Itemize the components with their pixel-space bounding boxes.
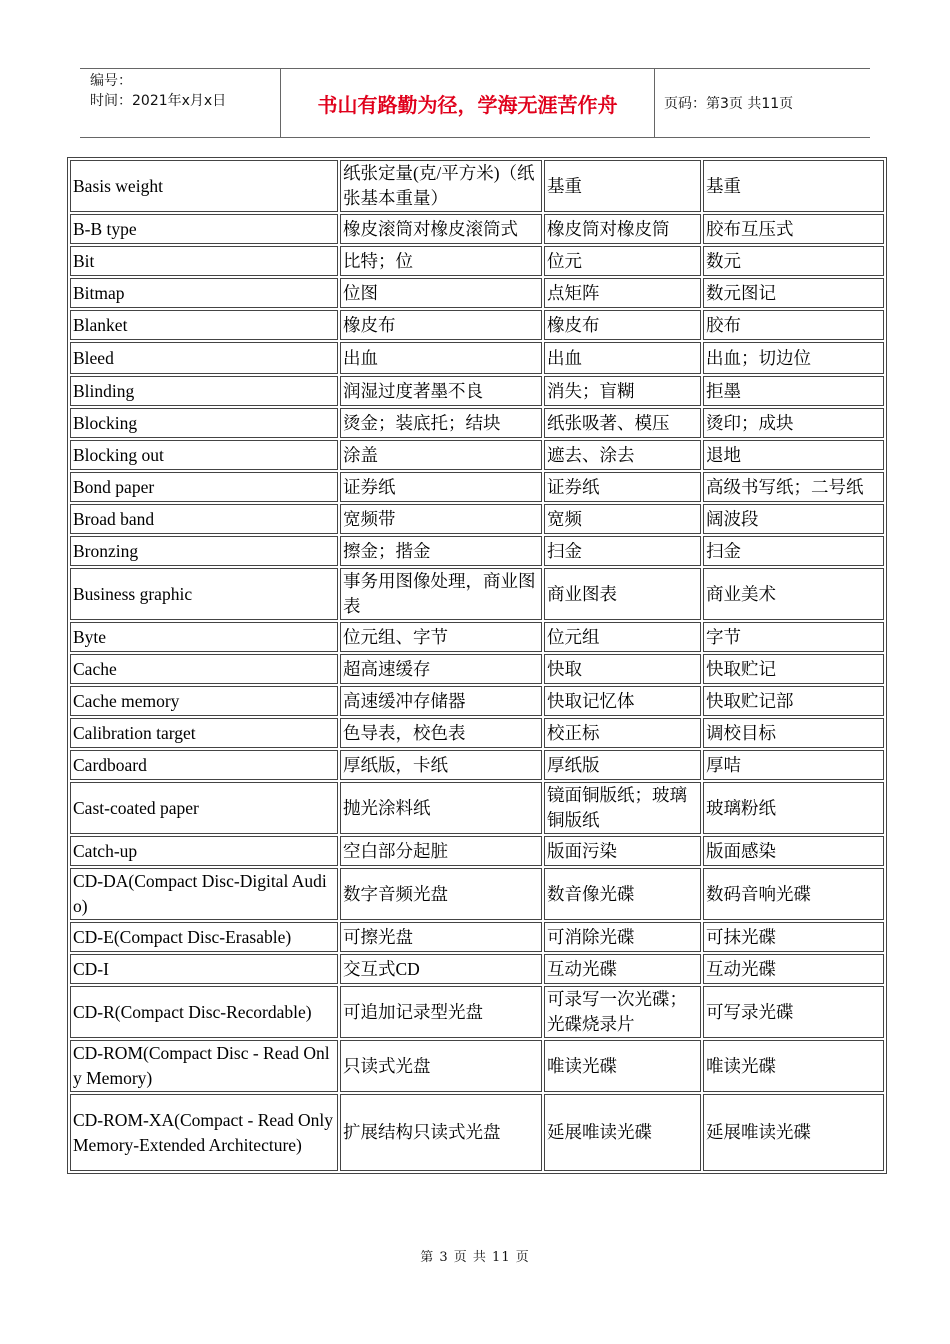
table-row (70, 922, 884, 952)
term-cell: Bitmap (70, 278, 338, 308)
table-row (70, 278, 884, 308)
translation-cell-3: 基重 (703, 160, 884, 212)
table-row (70, 954, 884, 984)
translation-cell-1: 宽频带 (340, 504, 542, 534)
translation-cell-3: 可写录光碟 (703, 986, 884, 1038)
translation-cell-1: 位图 (340, 278, 542, 308)
translation-cell-3: 退地 (703, 440, 884, 470)
translation-cell-2: 镜面铜版纸；玻璃铜版纸 (544, 782, 701, 834)
time-label: 时间：2021年x月x日 (90, 93, 227, 109)
translation-cell-1: 橡皮布 (340, 310, 542, 340)
table-row (70, 472, 884, 502)
translation-cell-2: 版面污染 (544, 836, 701, 866)
table-row (70, 440, 884, 470)
term-cell: Byte (70, 622, 338, 652)
term-cell: Blocking (70, 408, 338, 438)
table-row (70, 686, 884, 716)
glossary-table (67, 157, 887, 1174)
translation-cell-1: 出血 (340, 342, 542, 374)
translation-cell-3: 延展唯读光碟 (703, 1094, 884, 1171)
translation-cell-1: 纸张定量(克/平方米)（纸张基本重量） (340, 160, 542, 212)
translation-cell-1: 证券纸 (340, 472, 542, 502)
term-cell: Cache memory (70, 686, 338, 716)
term-cell: CD-ROM-XA(Compact - Read Only Memory-Extended Architecture) (70, 1094, 338, 1171)
table-row (70, 536, 884, 566)
translation-cell-2: 出血 (544, 342, 701, 374)
term-cell: CD-DA(Compact Disc-Digital Audio) (70, 868, 338, 920)
translation-cell-2: 宽频 (544, 504, 701, 534)
table-row (70, 376, 884, 406)
translation-cell-3: 字节 (703, 622, 884, 652)
table-row (70, 836, 884, 866)
translation-cell-2: 橡皮筒对橡皮筒 (544, 214, 701, 244)
translation-cell-1: 擦金；揩金 (340, 536, 542, 566)
serial-label: 编号： (90, 73, 132, 89)
table-row (70, 246, 884, 276)
term-cell: Blinding (70, 376, 338, 406)
table-row (70, 782, 884, 834)
term-cell: CD-R(Compact Disc-Recordable) (70, 986, 338, 1038)
term-cell: Cardboard (70, 750, 338, 780)
page-footer: 第 3 页 共 11 页 (420, 1250, 530, 1265)
translation-cell-2: 唯读光碟 (544, 1040, 701, 1092)
translation-cell-1: 扩展结构只读式光盘 (340, 1094, 542, 1171)
table-row (70, 622, 884, 652)
table-row (70, 568, 884, 620)
table-row (70, 342, 884, 374)
translation-cell-1: 超高速缓存 (340, 654, 542, 684)
header-divider (654, 69, 655, 137)
term-cell: CD-ROM(Compact Disc - Read Only Memory) (70, 1040, 338, 1092)
translation-cell-2: 厚纸版 (544, 750, 701, 780)
translation-cell-2: 橡皮布 (544, 310, 701, 340)
term-cell: Cache (70, 654, 338, 684)
term-cell: Blanket (70, 310, 338, 340)
translation-cell-3: 胶布互压式 (703, 214, 884, 244)
term-cell: Cast-coated paper (70, 782, 338, 834)
translation-cell-1: 事务用图像处理，商业图表 (340, 568, 542, 620)
term-cell: Bond paper (70, 472, 338, 502)
translation-cell-2: 扫金 (544, 536, 701, 566)
translation-cell-3: 版面感染 (703, 836, 884, 866)
translation-cell-2: 快取 (544, 654, 701, 684)
term-cell: Bit (70, 246, 338, 276)
translation-cell-2: 纸张吸著、模压 (544, 408, 701, 438)
translation-cell-1: 只读式光盘 (340, 1040, 542, 1092)
translation-cell-3: 胶布 (703, 310, 884, 340)
translation-cell-3: 出血；切边位 (703, 342, 884, 374)
translation-cell-3: 快取贮记部 (703, 686, 884, 716)
translation-cell-3: 快取贮记 (703, 654, 884, 684)
translation-cell-3: 数元图记 (703, 278, 884, 308)
translation-cell-1: 烫金；装底托；结块 (340, 408, 542, 438)
translation-cell-1: 涂盖 (340, 440, 542, 470)
translation-cell-2: 位元 (544, 246, 701, 276)
translation-cell-1: 橡皮滚筒对橡皮滚筒式 (340, 214, 542, 244)
translation-cell-1: 数字音频光盘 (340, 868, 542, 920)
translation-cell-3: 玻璃粉纸 (703, 782, 884, 834)
translation-cell-3: 调校目标 (703, 718, 884, 748)
translation-cell-1: 润湿过度著墨不良 (340, 376, 542, 406)
header-left (90, 71, 226, 111)
translation-cell-3: 高级书写纸；二号纸 (703, 472, 884, 502)
translation-cell-2: 消失；盲糊 (544, 376, 701, 406)
term-cell: Bronzing (70, 536, 338, 566)
glossary-table-body (70, 160, 884, 1171)
table-row (70, 868, 884, 920)
translation-cell-3: 扫金 (703, 536, 884, 566)
term-cell: Broad band (70, 504, 338, 534)
term-cell: Basis weight (70, 160, 338, 212)
translation-cell-3: 烫印；成块 (703, 408, 884, 438)
translation-cell-1: 抛光涂料纸 (340, 782, 542, 834)
translation-cell-2: 可消除光碟 (544, 922, 701, 952)
translation-cell-1: 位元组、字节 (340, 622, 542, 652)
translation-cell-2: 基重 (544, 160, 701, 212)
translation-cell-2: 遮去、涂去 (544, 440, 701, 470)
translation-cell-3: 厚咭 (703, 750, 884, 780)
table-row (70, 504, 884, 534)
table-row (70, 408, 884, 438)
table-row (70, 160, 884, 212)
table-row (70, 1094, 884, 1171)
term-cell: CD-I (70, 954, 338, 984)
translation-cell-3: 唯读光碟 (703, 1040, 884, 1092)
translation-cell-1: 比特；位 (340, 246, 542, 276)
table-row (70, 654, 884, 684)
translation-cell-3: 拒墨 (703, 376, 884, 406)
translation-cell-1: 交互式CD (340, 954, 542, 984)
term-cell: Catch-up (70, 836, 338, 866)
translation-cell-3: 数码音响光碟 (703, 868, 884, 920)
translation-cell-2: 商业图表 (544, 568, 701, 620)
table-row (70, 1040, 884, 1092)
term-cell: Bleed (70, 342, 338, 374)
translation-cell-1: 空白部分起脏 (340, 836, 542, 866)
term-cell: Business graphic (70, 568, 338, 620)
translation-cell-2: 位元组 (544, 622, 701, 652)
translation-cell-3: 互动光碟 (703, 954, 884, 984)
term-cell: Calibration target (70, 718, 338, 748)
table-row (70, 718, 884, 748)
translation-cell-3: 商业美术 (703, 568, 884, 620)
translation-cell-2: 证券纸 (544, 472, 701, 502)
translation-cell-2: 快取记忆体 (544, 686, 701, 716)
page-header (80, 68, 870, 138)
translation-cell-1: 色导表，校色表 (340, 718, 542, 748)
translation-cell-2: 可录写一次光碟；光碟烧录片 (544, 986, 701, 1038)
table-row (70, 750, 884, 780)
glossary-table-wrapper (67, 157, 883, 1174)
translation-cell-2: 互动光碟 (544, 954, 701, 984)
translation-cell-2: 延展唯读光碟 (544, 1094, 701, 1171)
term-cell: CD-E(Compact Disc-Erasable) (70, 922, 338, 952)
translation-cell-3: 可抹光碟 (703, 922, 884, 952)
header-page-info: 页码：第3页 共11页 (664, 96, 794, 112)
translation-cell-2: 校正标 (544, 718, 701, 748)
table-row (70, 214, 884, 244)
term-cell: Blocking out (70, 440, 338, 470)
translation-cell-2: 点矩阵 (544, 278, 701, 308)
table-row (70, 986, 884, 1038)
table-row (70, 310, 884, 340)
translation-cell-3: 数元 (703, 246, 884, 276)
term-cell: B-B type (70, 214, 338, 244)
translation-cell-1: 高速缓冲存储器 (340, 686, 542, 716)
translation-cell-1: 可擦光盘 (340, 922, 542, 952)
translation-cell-1: 可追加记录型光盘 (340, 986, 542, 1038)
translation-cell-1: 厚纸版，卡纸 (340, 750, 542, 780)
translation-cell-3: 阔波段 (703, 504, 884, 534)
header-motto: 书山有路勤为径，学海无涯苦作舟 (317, 92, 618, 117)
translation-cell-2: 数音像光碟 (544, 868, 701, 920)
